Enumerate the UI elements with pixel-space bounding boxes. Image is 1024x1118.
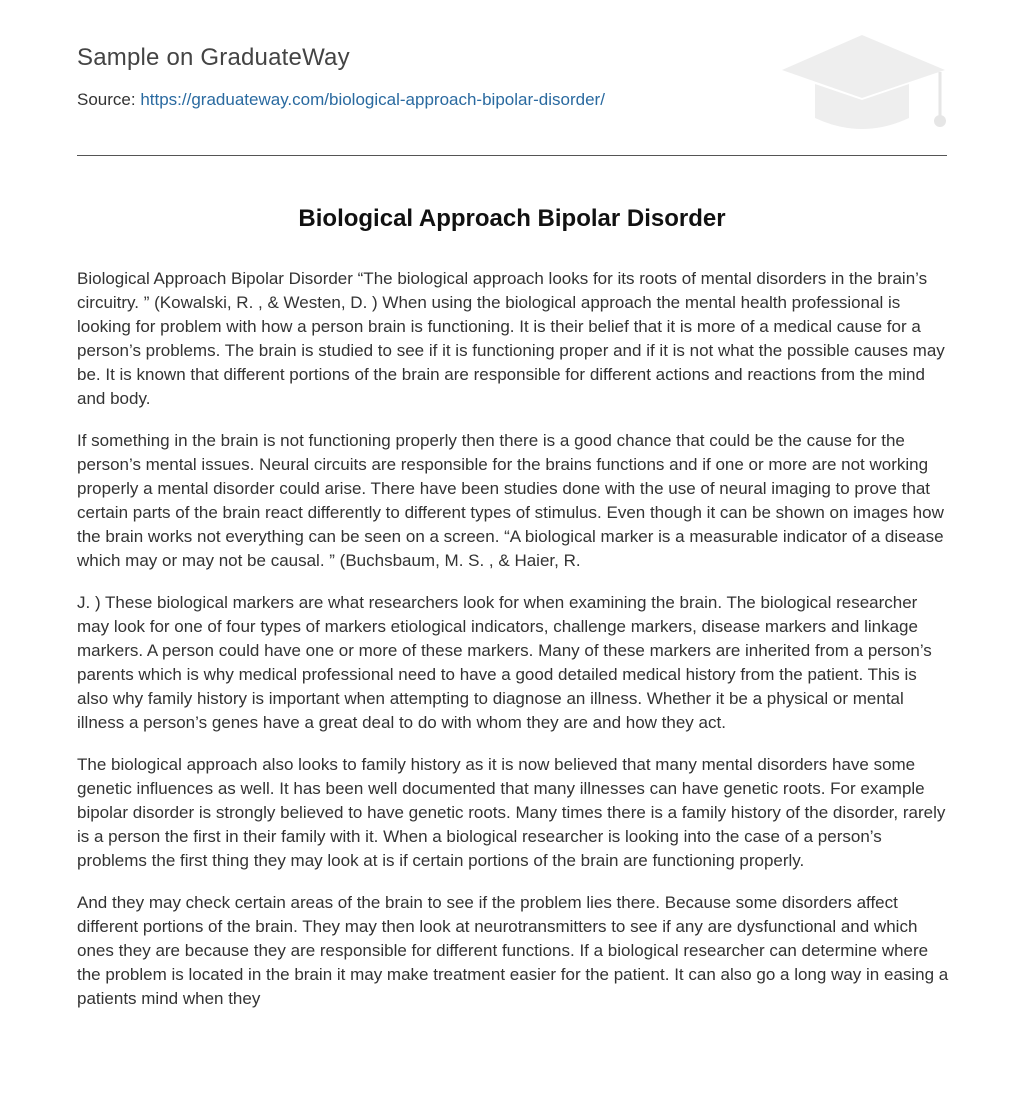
article-title: Biological Approach Bipolar Disorder (298, 205, 726, 232)
article-paragraph: Biological Approach Bipolar Disorder “The biological approach looks for its roots of mental disorders in the brain’s circuitry. ” (Kowalski, R. , & Westen, D. ) When using the biological approach the mental health professional is looking for problem with how a person brain is functioning. It is their belief that it is more of a medical cause for a person’s problems. The brain is studied to see if it is functioning proper and if it is not what the possible causes may be. It is known that different portions of the brain are responsible for different actions and reactions from the mind and body. (77, 269, 945, 408)
article-body (77, 267, 951, 1029)
article-paragraph: J. ) These biological markers are what researchers look for when examining the brain. The biological researcher may look for one of four types of markers etiological indicators, challenge markers, disease markers and linkage markers. A person could have one or more of these markers. Many of these markers are inherited from a person’s parents which is why medical professional need to have a good detailed medical history from the patient. This is also why family history is important when attempting to diagnose an illness. Whether it be a physical or mental illness a person’s genes have a great deal to do with whom they are and how they act. (77, 593, 932, 732)
page-header (77, 40, 947, 156)
site-title: Sample on GraduateWay (77, 44, 350, 71)
article-paragraph: The biological approach also looks to family history as it is now believed that many mental disorders have some genetic influences as well. It has been well documented that many illnesses can have genetic roots. For example bipolar disorder is strongly believed to have genetic roots. Many times there is a family history of the disorder, rarely is a person the first in their family with it. When a biological researcher is looking into the case of a person’s problems the first thing they may look at is if certain portions of the brain are functioning properly. (77, 755, 946, 870)
source-line (77, 90, 605, 110)
article-paragraph: And they may check certain areas of the brain to see if the problem lies there. Because some disorders affect different portions of the brain. They may then look at neurotransmitters to see if any are dysfunctional and which ones they are because they are responsible for different functions. If a biological researcher can determine where the problem is located in the brain it may make treatment easier for the patient. It can also go a long way in easing a patients mind when they (77, 893, 949, 1008)
source-label: Source: (77, 90, 136, 109)
header-divider (77, 155, 947, 156)
source-link[interactable]: https://graduateway.com/biological-approach-bipolar-disorder/ (140, 90, 605, 109)
graduation-cap-icon (777, 30, 947, 134)
article-paragraph: If something in the brain is not functioning properly then there is a good chance that could be the cause for the person’s mental issues. Neural circuits are responsible for the brains functions and if one or more are not working properly a mental disorder could arise. There have been studies done with the use of neural imaging to prove that certain parts of the brain react differently to different types of stimulus. Even though it can be shown on images how the brain works not everything can be seen on a screen. “A biological marker is a measurable indicator of a disease which may or may not be causal. ” (Buchsbaum, M. S. , & Haier, R. (77, 431, 944, 570)
